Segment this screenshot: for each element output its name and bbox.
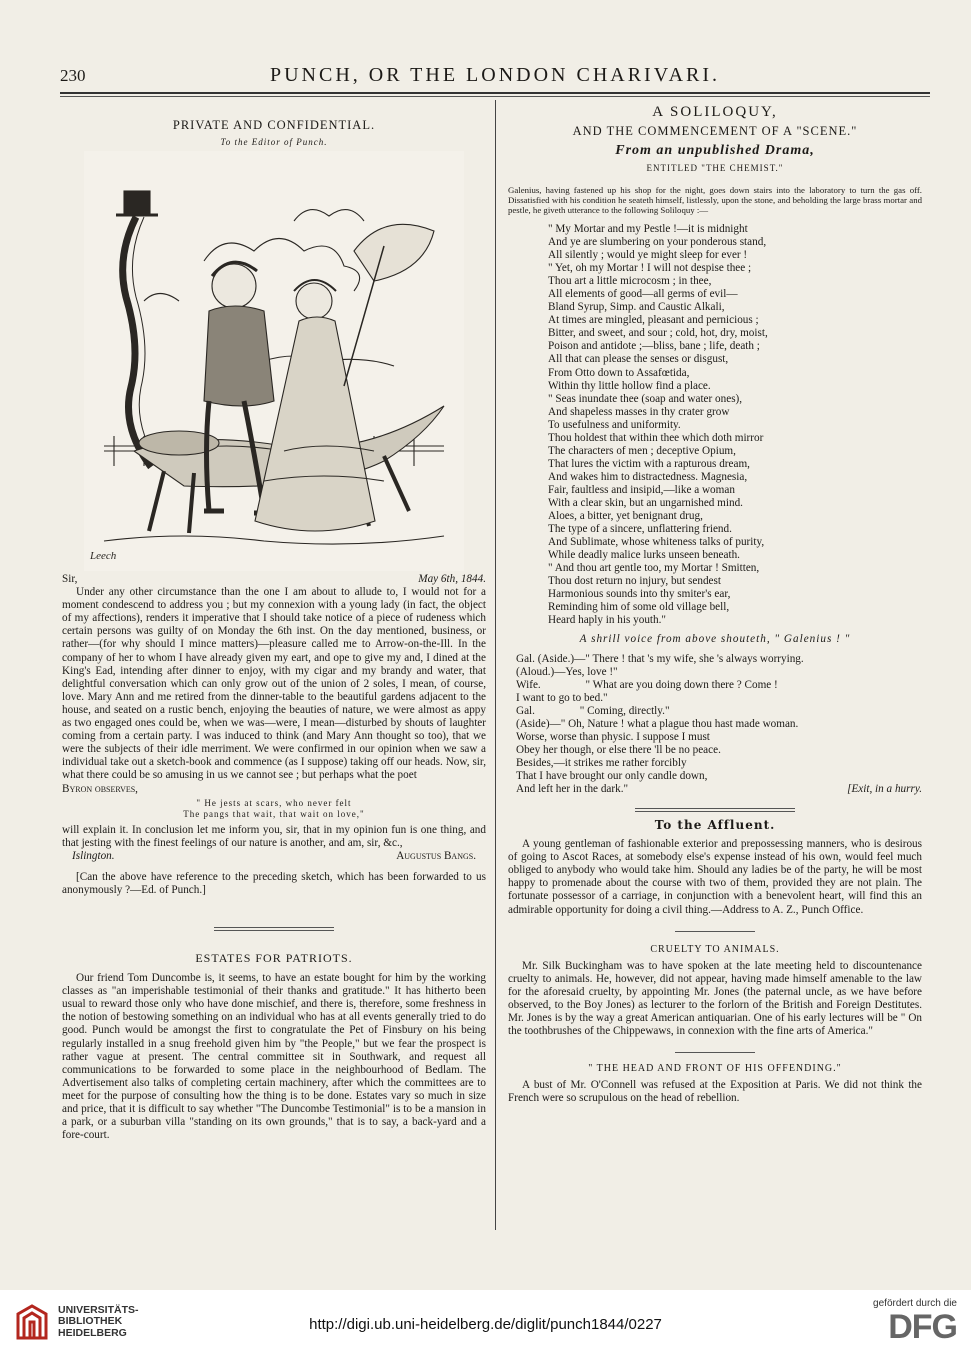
poem-line: The characters of men ; deceptive Opium, [548,444,736,457]
page-header [60,62,930,92]
letter-signer: Augustus Bangs. [396,849,476,862]
soliloquy-subtitle: AND THE COMMENCEMENT OF A "SCENE." [572,124,858,138]
dialogue-line: That I have brought our only candle down, [516,769,708,782]
poem-line: Reminding him of some old village bell, [548,601,730,614]
dialogue-line: Gal. " Coming, directly." [516,704,670,717]
section-divider [675,931,755,932]
poem-line: Harmonious sounds into thy smiter's ear, [548,588,731,601]
engraving-illustration [84,151,464,571]
dialogue-final-row [516,783,922,796]
permalink[interactable]: http://digi.ub.uni-heidelberg.de/diglit/punch1844/0227 [309,1316,662,1333]
stage-exit: [Exit, in a hurry. [847,783,922,796]
letter-paragraph-2: will explain it. In conclusion let me inform you, sir, that in my opinion fun is one thing, and that jesting with the finest feelings of our nature is another, and am, sir, &c., [62,823,486,849]
page-number: 230 [60,66,86,85]
poem-line: From Otto down to Assafœtida, [548,366,690,379]
shrill-voice-line: A shrill voice from above shouteth, " Galenius ! " [579,633,851,646]
dialogue-line: Wife. " What are you doing down there ? Come ! [516,678,778,691]
poem-line: All silently ; would ye might sleep for ever ! [548,249,748,262]
engraving-signature: Leech [90,550,117,562]
header-rule [60,92,930,94]
poem-quote-line-1: " He jests at scars, who never felt [196,797,352,808]
dfg-wordmark: DFG [888,1308,957,1346]
poem-line: And ye are slumbering on your ponderous stand, [548,236,767,249]
poem-line: And wakes him to distractedness. Magnesia, [548,470,748,483]
head-title: " THE HEAD AND FRONT OF HIS OFFENDING." [588,1063,842,1075]
cruelty-body: Mr. Silk Buckingham was to have spoken at the late meeting held to discountenance cruelty to animals. He, however, did not appear, having made himself amenable to the law for the aforesaid cruelty, by appointing Mr. Jones (the paternal uncle, as we have before observed, to the Boy Jones) as lecturer to the forlorn of the British and Foreign Destitutes. Mr. Jones is by the way a great American antiquarian. One of his early lectures will be " On the toothbrushes of the Chippewaws, in connexion with the fine arts of America." [508,959,922,1038]
logo-line-2: BIBLIOTHEK [58,1315,123,1328]
poem-line: Thou holdest that within thee which doth mirror [548,431,764,444]
soliloquy-dialogue [508,653,922,797]
salutation: Sir, [62,573,78,585]
poem-line: Aloes, a bitter, yet benignant drug, [548,510,703,523]
poem-line: " And thou art gentle too, my Mortar ! Smitten, [548,562,760,575]
masthead: PUNCH, OR THE LONDON CHARIVARI. [269,64,721,86]
logo-line-3: HEIDELBERG [58,1326,127,1339]
poem-quote-line-2: The pangs that wait, that wait on love," [183,808,365,819]
dialogue-line: Besides,—it strikes me rather forcibly [516,756,687,769]
poem-line: The type of a sincere, unflattering friend. [548,523,732,536]
poem-line: And shapeless masses in thy crater grow [548,405,730,418]
right-column [508,104,922,1105]
cruelty-title: CRUELTY TO ANIMALS. [650,943,780,955]
affluent-title: To the Affluent. [654,818,776,833]
letter-place: Islington. [72,849,115,862]
poem-line: " Yet, oh my Mortar ! I will not despise thee ; [548,262,752,275]
logo-line-1: UNIVERSITÄTS- [58,1303,139,1316]
poem-line: With a clear skin, but an ungarnished mind. [548,496,743,509]
poem-line: Bland Syrup, Simp. and Caustic Alkali, [548,301,725,314]
private-title: PRIVATE AND CONFIDENTIAL. [172,118,376,132]
editor-note: [Can the above have reference to the preceding sketch, which has been forwarded to us anonymously ?—Ed. of Punch.] [62,870,486,896]
soliloquy-poem [508,223,922,627]
engraving-svg [84,151,464,571]
funding-note: gefördert durch die [873,1298,957,1309]
soliloquy-title: A SOLILOQUY, [652,104,778,120]
soliloquy-blackletter: From an unpublished Drama, [615,143,815,158]
dfg-logo[interactable] [873,1298,957,1345]
dialogue-line: Gal. (Aside.)—" There ! that 's my wife, she 's always worrying. [516,652,804,665]
estates-body: Our friend Tom Duncombe is, it seems, to have an estate bought for him by the working classes as "an imperishable testimonial of their thanks and gratitude." It has hitherto been usual to reward those only who have done mischief, and there is, therefore, some freshness in the notion of bestowing something on an individual who has at all events generally tried to do good. Punch would be amongst the first to congratulate the Pet of Finsbury on his being regularly installed in a snug freehold given him by "the People," but we fear the prospect is rather vague at present. The central committee sit in Southwark, and request all communications to be forwarded to some place in the neighbourhood of Bedlam. The Advertisement also talks of completing certain machinery, after which the committees are to meet for the purpose of consulting how the thing is to be done. Estates vary so much in size and price, that it is difficult to say whether "The Duncombe Testimonial" is to be a mansion in a park, or a suburban villa "standing on its own grounds," that is to say, a back-yard and a fore-court. [62,972,486,1142]
poem-line: Within thy little hollow find a place. [548,379,711,392]
section-divider [214,927,334,931]
dialogue-line: (Aside)—" Oh, Nature ! what a plague thou hast made woman. [516,717,799,730]
column-divider [495,100,496,1230]
header-rule-thin [60,96,930,97]
poem-line: And Sublimate, whose whiteness talks of purity, [548,536,765,549]
dialogue-line: Worse, worse than physic. I suppose I must [516,730,710,743]
poem-line: " My Mortar and my Pestle !—it is midnight [548,223,748,235]
poem-line: Bitter, and sweet, and sour ; cold, hot, dry, moist, [548,327,768,340]
left-column [62,104,486,1142]
letter-date: May 6th, 1844. [418,573,486,585]
soliloquy-intro: Galenius, having fastened up his shop for the night, goes down stairs into the laboratory to turn the gas off. Dissatisfied with his condition he seateth himself, listlessly, upon the stone, and beholding the large brass mortar and pestle, he giveth utterance to the following Soliloquy :— [508,185,922,215]
byron-line: Byron observes, [62,782,138,795]
private-subtitle: To the Editor of Punch. [220,137,328,147]
poem-line: To usefulness and uniformity. [548,418,681,431]
poem-line: Thou art a little microcosm ; in thee, [548,275,712,288]
affluent-body: A young gentleman of fashionable exterior and prepossessing manners, who is desirous of going to Ascot Races, at somebody else's expense instead of his own, would feel much obliged to anybody who would take him. Should any ladies be of the party, he will be most happy to promenade about the course with two of them, provided they are not plain. The fortunate possessor of a carriage, in conjunction with a benevolent heart, will find this an admirable opportunity for doing a civil thing.—Address to A. Z., Punch Office. [508,838,922,916]
soliloquy-entitled: ENTITLED "THE CHEMIST." [646,163,784,173]
head-body: A bust of Mr. O'Connell was refused at the Exposition at Paris. We did not think the French were so scrupulous on the head of rebellion. [508,1079,922,1105]
poem-line: Heard haply in his youth." [548,614,666,627]
poem-line: That lures the victim with a rapturous dream, [548,457,750,470]
dialogue-line: I want to go to bed." [516,691,608,704]
poem-line: Thou dost return no injury, but sendest [548,575,721,588]
letter-paragraph-1: Under any other circumstance than the one I am about to allude to, I would not for a moment condescend to address you ; but my connexion with a young lady (in fact, the object of my affections), renders it imperative that I should take notice of a piece of rudeness which certain persons was guilty of on Monday the 6th inst. On the day mentioned, business, or rather—(for why should I mince matters)—pleasure called me to Arrow-on-the-Ill. In the company of her to whom I have already given my eart, and ope to give my and, I dined at the King's Ead, intending after dinner to enjoy, with my cigar and my brandy and water, that delightful conversation which can only grow out of the union of 2 soles, I mean, of course, love. Mary Ann and me retired from the dinner-table to the beautiful gardens adjacent to the house, and seated on a rustic bench, enjoying the beauties of nature, we were almost as appy as two engaged ones could be, when we was—were, I mean—disturbed by shouts of laughter coming from a certain party. I was induced to think (and Mary Ann thought so too), that we were the subjects of their idle merriment. We were confirmed in our opinion when we saw a individual take out a sketch-book and commence (as I suppose) taking off our heads. Now, sir, what there could be so amusing in us we cannot see ; but perhaps what the poet [62,586,486,782]
poem-line: " Seas inundate thee (soap and water ones), [548,392,743,405]
poem-line: Poison and antidote ;—bliss, bane ; life, death ; [548,340,760,353]
section-divider [635,808,795,812]
dialogue-last-line: And left her in the dark." [516,783,629,796]
poem-line: While deadly malice lurks unseen beneath. [548,549,740,562]
estates-title: ESTATES FOR PATRIOTS. [195,951,353,966]
poem-line: All elements of good—all germs of evil— [548,288,738,301]
poem-line: At times are mingled, pleasant and pernicious ; [548,314,759,327]
poem-line: All that can please the senses or disgust, [548,353,729,366]
poem-line: Fair, faultless and insipid,—like a woman [548,483,735,496]
dialogue-line: (Aloud.)—Yes, love !" [516,665,618,678]
letter-signature [62,850,486,863]
dialogue-line: Obey her though, or else there 'll be no peace. [516,743,721,756]
section-divider [675,1052,755,1053]
letter-heading [62,573,486,586]
